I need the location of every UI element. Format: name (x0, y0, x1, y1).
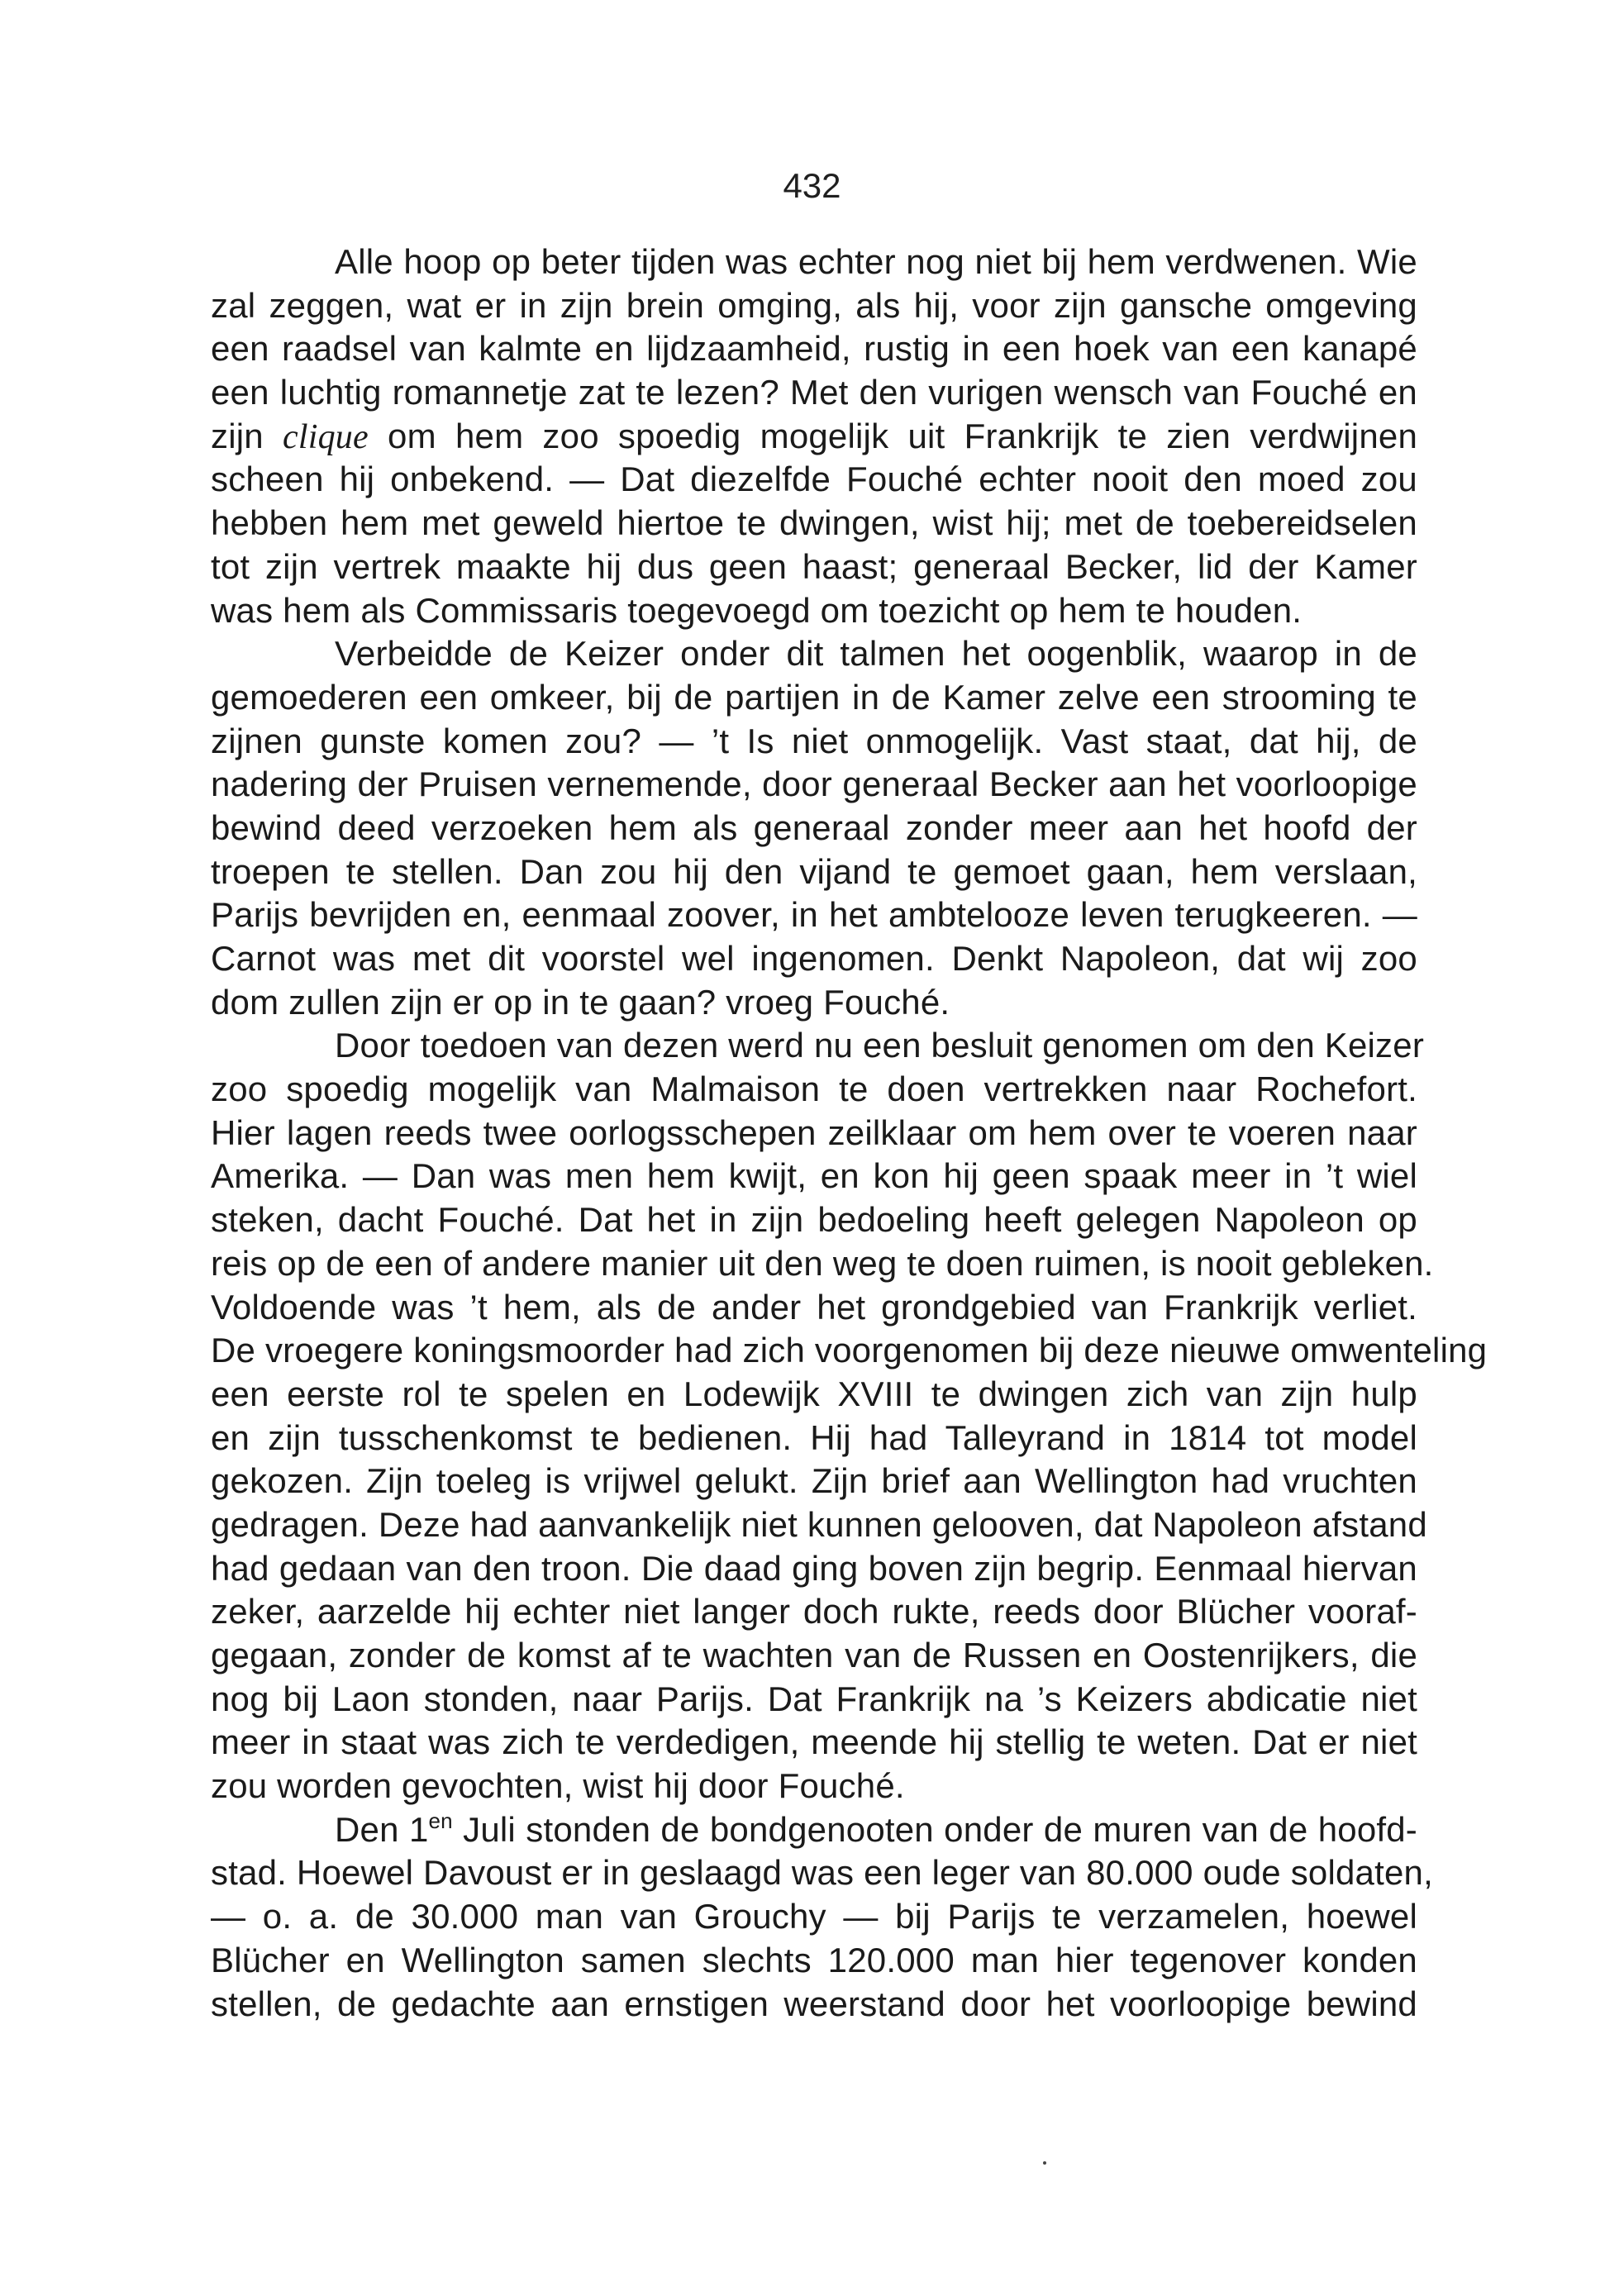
text-line: zeker, aarzelde hij echter niet langer doch rukte, reeds door Blücher vooraf- (211, 1592, 1417, 1632)
paragraph (211, 1024, 1488, 1808)
text-line: Verbeidde de Keizer onder dit talmen het oogenblik, waarop in de (335, 634, 1417, 674)
text-line: Blücher en Wellington samen slechts 120.000 man hier tegenover konden (211, 1940, 1417, 1979)
text-line: Alle hoop op beter tijden was echter nog niet bij hem verdwenen. Wie (335, 242, 1417, 281)
text-line (211, 1808, 1417, 1852)
text-segment: zijn (211, 416, 283, 455)
italic-word: clique (283, 417, 369, 456)
text-line: stellen, de gedachte aan ernstigen weerstand door het voorloopige bewind (211, 1984, 1417, 2023)
text-line: zijnen gunste komen zou? — ’t Is niet onmogelijk. Vast staat, dat hij, de (211, 721, 1417, 760)
text-line: gemoederen een omkeer, bij de partijen in de Kamer zelve een strooming te (211, 677, 1417, 717)
text-segment: Den 1 (335, 1809, 429, 1849)
text-line: meer in staat was zich te verdedigen, meende hij stellig te weten. Dat er niet (211, 1722, 1417, 1762)
text-line: — o. a. de 30.000 man van Grouchy — bij Parijs te verzamelen, hoewel (211, 1897, 1417, 1936)
text-line: scheen hij onbekend. — Dat diezelfde Fouché echter nooit den moed zou (211, 460, 1417, 499)
print-speck (1043, 2161, 1046, 2165)
text-line: troepen te stellen. Dan zou hij den vijand te gemoet gaan, hem verslaan, (211, 851, 1417, 891)
text-line: reis op de een of andere manier uit den weg te doen ruimen, is nooit gebleken. (211, 1243, 1434, 1283)
text-line: Parijs bevrijden en, eenmaal zoover, in het ambtelooze leven terugkeeren. — (211, 895, 1417, 935)
body-text (211, 241, 1488, 2026)
text-line: hebben hem met geweld hiertoe te dwingen, wist hij; met de toebereidselen (211, 503, 1417, 543)
text-line: een raadsel van kalmte en lijdzaamheid, rustig in een hoek van een kanapé (211, 329, 1417, 369)
text-line: nadering der Pruisen vernemende, door generaal Becker aan het voorloopige (211, 765, 1417, 804)
text-line: De vroegere koningsmoorder had zich voorgenomen bij deze nieuwe omwenteling (211, 1331, 1488, 1370)
text-line: steken, dacht Fouché. Dat het in zijn bedoeling heeft gelegen Napoleon op (211, 1200, 1417, 1240)
text-line: tot zijn vertrek maakte hij dus geen haast; generaal Becker, lid der Kamer (211, 546, 1417, 586)
page-number: 432 (783, 166, 841, 205)
text-segment: om hem zoo spoedig mogelijk uit Frankrijk te zien verdwijnen (368, 416, 1417, 455)
text-line: bewind deed verzoeken hem als generaal zonder meer aan het hoofd der (211, 807, 1417, 847)
paragraph (211, 1808, 1433, 2026)
text-line: een luchtig romannetje zat te lezen? Met den vurigen wensch van Fouché en (211, 373, 1417, 412)
text-line: dom zullen zijn er op in te gaan? vroeg Fouché. (211, 982, 950, 1022)
text-line: een eerste rol te spelen en Lodewijk XVIII te dwingen zich van zijn hulp (211, 1374, 1417, 1413)
paragraph (211, 241, 1417, 632)
text-line: Amerika. — Dan was men hem kwijt, en kon hij geen spaak meer in ’t wiel (211, 1156, 1417, 1196)
superscript: en (428, 1808, 453, 1833)
text-line: Voldoende was ’t hem, als de ander het grondgebied van Frankrijk verliet. (211, 1287, 1417, 1327)
text-line: en zijn tusschenkomst te bedienen. Hij had Talleyrand in 1814 tot model (211, 1417, 1417, 1457)
text-line: Carnot was met dit voorstel wel ingenomen. Denkt Napoleon, dat wij zoo (211, 939, 1417, 978)
paragraph (211, 632, 1417, 1024)
text-line: nog bij Laon stonden, naar Parijs. Dat Frankrijk na ’s Keizers abdicatie niet (211, 1679, 1417, 1718)
text-line: gedragen. Deze had aanvankelijk niet kunnen gelooven, dat Napoleon afstand (211, 1504, 1427, 1544)
text-line: Door toedoen van dezen werd nu een besluit genomen om den Keizer (335, 1026, 1424, 1065)
text-line: had gedaan van den troon. Die daad ging boven zijn begrip. Eenmaal hiervan (211, 1548, 1417, 1588)
text-line: was hem als Commissaris toegevoegd om toezicht op hem te houden. (211, 590, 1303, 630)
text-segment: Juli stonden de bondgenooten onder de muren van de hoofd- (452, 1809, 1417, 1849)
text-line (211, 415, 1417, 459)
text-line: zal zeggen, wat er in zijn brein omging, als hij, voor zijn gansche omgeving (211, 285, 1417, 325)
text-line: gekozen. Zijn toeleg is vrijwel gelukt. Zijn brief aan Wellington had vruchten (211, 1461, 1417, 1501)
text-line: gegaan, zonder de komst af te wachten van de Russen en Oostenrijkers, die (211, 1636, 1417, 1674)
text-line: zou worden gevochten, wist hij door Fouché. (211, 1766, 905, 1806)
text-line: stad. Hoewel Davoust er in geslaagd was een leger van 80.000 oude soldaten, (211, 1853, 1433, 1893)
text-line: zoo spoedig mogelijk van Malmaison te doen vertrekken naar Rochefort. (211, 1069, 1417, 1109)
text-line: Hier lagen reeds twee oorlogsschepen zeilklaar om hem over te voeren naar (211, 1112, 1417, 1152)
